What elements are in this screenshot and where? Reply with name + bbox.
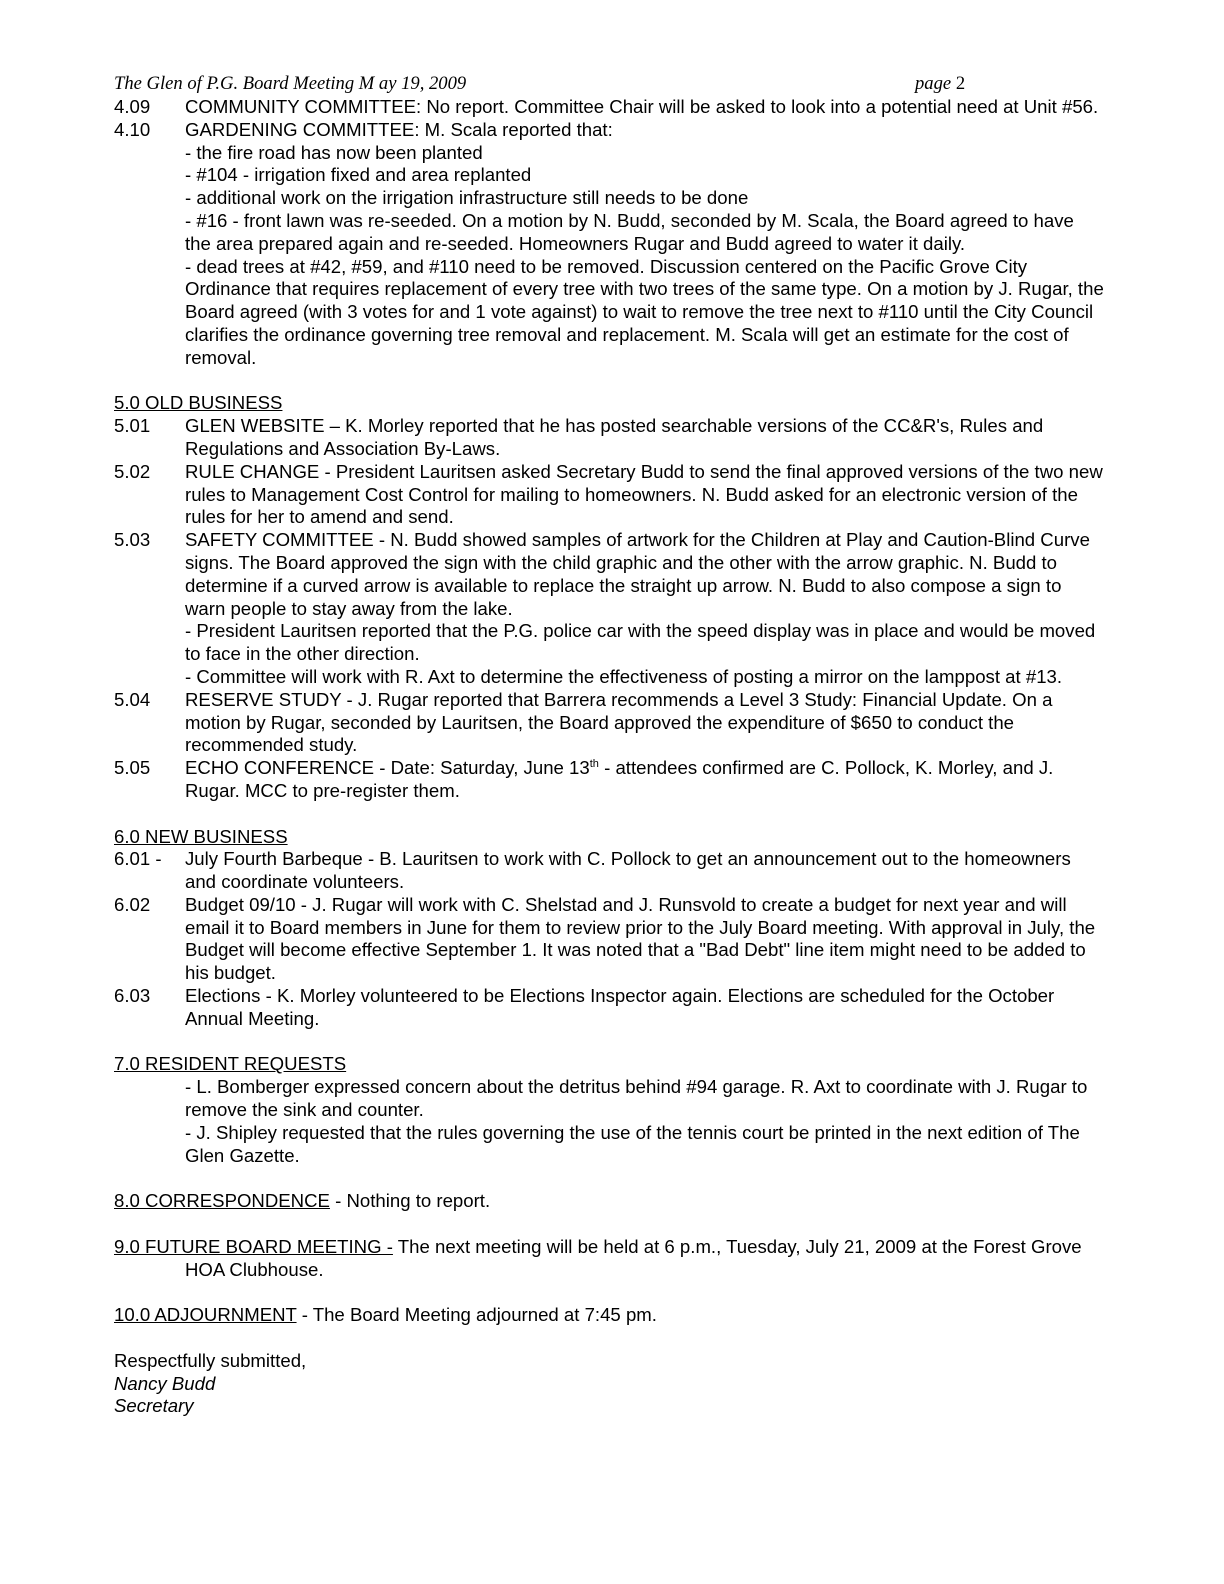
item-6-02 — [114, 894, 1104, 985]
item-number: 5.04 — [114, 688, 151, 710]
gardening-line: - dead trees at #42, #59, and #110 need to be removed. Discussion centered on the Pacific Grove City Ordinance that requires replacement of every tree with two trees of the same type. On a motion by J. Rugar, the Board agreed (with 3 votes for and 1 vote against) to wait to remove the tree next to #110 until the City Council clarifies the ordinance governing tree removal and replacement. M. Scala will get an estimate for the cost of removal. — [185, 255, 1104, 368]
item-text: Budget 09/10 - J. Rugar will work with C. Shelstad and J. Runsvold to create a budget for next year and will email it to Board members in June for them to review prior to the July Board meeting. With approval in July, the Budget will become effective September 1. It was noted that a "Bad Debt" line item might need to be added to his budget. — [185, 893, 1096, 984]
gardening-line: - the fire road has now been planted — [185, 141, 483, 163]
item-5-02 — [114, 461, 1104, 529]
item-number: 6.01 - — [114, 848, 162, 870]
item-5-03 — [114, 529, 1104, 620]
closing: Respectfully submitted, — [114, 1349, 307, 1371]
item-6-03 — [114, 985, 1104, 1031]
page-label: page — [915, 73, 952, 94]
section-heading-new-business: 6.0 NEW BUSINESS — [114, 825, 288, 847]
section-heading-resident-requests: 7.0 RESIDENT REQUESTS — [114, 1053, 347, 1075]
item-number: 5.03 — [114, 529, 151, 551]
item-6-01 — [114, 848, 1104, 894]
section-heading: 9.0 FUTURE BOARD MEETING - — [114, 1235, 393, 1257]
page-number — [915, 73, 965, 96]
item-text: GARDENING COMMITTEE: M. Scala reported that: — [185, 118, 613, 140]
item-text: RESERVE STUDY - J. Rugar reported that Barrera recommends a Level 3 Study: Financial Update. On a motion by Rugar, seconded by Lauritsen, the Board approved the expenditure of $650 to conduct the recommended study. — [185, 688, 1053, 756]
item-text: Elections - K. Morley volunteered to be Elections Inspector again. Elections are scheduled for the October Annual Meeting. — [185, 985, 1055, 1029]
item-5-04 — [114, 689, 1104, 757]
safety-line: - President Lauritsen reported that the P.G. police car with the speed display was in place and would be moved to face in the other direction. — [185, 620, 1096, 665]
superscript: th — [589, 757, 599, 770]
section-future-meeting — [114, 1236, 1104, 1282]
section-text: The next meeting will be held at 6 p.m., Tuesday, July 21, 2009 at the Forest Grove HOA Clubhouse. — [185, 1235, 1082, 1280]
section-heading: 8.0 CORRESPONDENCE — [114, 1190, 330, 1212]
request-line: - J. Shipley requested that the rules governing the use of the tennis court be printed in the next edition of The Glen Gazette. — [185, 1121, 1080, 1166]
item-4-09 — [114, 96, 1104, 119]
item-number: 5.02 — [114, 460, 151, 482]
item-text: RULE CHANGE - President Lauritsen asked Secretary Budd to send the final approved versions of the two new rules to Management Cost Control for mailing to homeowners. N. Budd asked for an electronic version of the rules for her to amend and send. — [185, 460, 1103, 528]
item-text: ECHO CONFERENCE - Date: Saturday, June 13th - attendees confirmed are C. Pollock, K. Morley, and J. Rugar. MCC to pre-register them. — [185, 757, 1054, 801]
item-5-01 — [114, 415, 1104, 461]
signatory-name: Nancy Budd — [114, 1372, 216, 1394]
item-text: GLEN WEBSITE – K. Morley reported that he has posted searchable versions of the CC&R's, Rules and Regulations and Association By-Laws. — [185, 415, 1044, 459]
section-heading: 10.0 ADJOURNMENT — [114, 1304, 297, 1326]
item-text: COMMUNITY COMMITTEE: No report. Committee Chair will be asked to look into a potential need at Unit #56. — [185, 96, 1099, 117]
item-number: 6.03 — [114, 985, 151, 1007]
page-header — [114, 73, 1114, 96]
item-number: 5.01 — [114, 415, 151, 437]
item-number: 4.10 — [114, 118, 151, 140]
safety-line: - Committee will work with R. Axt to determine the effectiveness of posting a mirror on the lamppost at #13. — [185, 665, 1063, 687]
gardening-line: - #16 - front lawn was re-seeded. On a motion by N. Budd, seconded by M. Scala, the Board agreed to have the area prepared again and re-seeded. Homeowners Rugar and Budd agreed to water it daily. — [185, 209, 1074, 254]
signatory-role: Secretary — [114, 1395, 194, 1417]
gardening-line: - additional work on the irrigation infrastructure still needs to be done — [185, 187, 749, 209]
gardening-line: - #104 - irrigation fixed and area replanted — [185, 164, 532, 186]
document-title: The Glen of P.G. Board Meeting M ay 19, 2009 — [114, 73, 467, 94]
item-text: July Fourth Barbeque - B. Lauritsen to work with C. Pollock to get an announcement out to the homeowners and coordinate volunteers. — [185, 848, 1071, 893]
section-text: - The Board Meeting adjourned at 7:45 pm. — [296, 1304, 657, 1326]
item-number: 4.09 — [114, 96, 151, 117]
item-text: SAFETY COMMITTEE - N. Budd showed samples of artwork for the Children at Play and Caution-Blind Curve signs. The Board approved the sign with the child graphic and the other with the arrow graphic. N. Budd to determine if a curved arrow is available to replace the straight up arrow. N. Budd to also compose a sign to warn people to stay away from the lake. — [185, 529, 1090, 619]
section-heading-old-business: 5.0 OLD BUSINESS — [114, 392, 283, 414]
request-line: - L. Bomberger expressed concern about the detritus behind #94 garage. R. Axt to coordinate with J. Rugar to remove the sink and counter. — [185, 1076, 1088, 1121]
item-number: 5.05 — [114, 757, 151, 779]
item-4-10 — [114, 119, 1104, 142]
item-number: 6.02 — [114, 893, 151, 915]
item-5-05 — [114, 757, 1104, 803]
page-num: 2 — [955, 73, 966, 94]
section-correspondence — [114, 1190, 1104, 1213]
section-adjournment — [114, 1304, 1104, 1327]
minutes-body — [114, 96, 1104, 1418]
section-text: - Nothing to report. — [329, 1190, 491, 1212]
